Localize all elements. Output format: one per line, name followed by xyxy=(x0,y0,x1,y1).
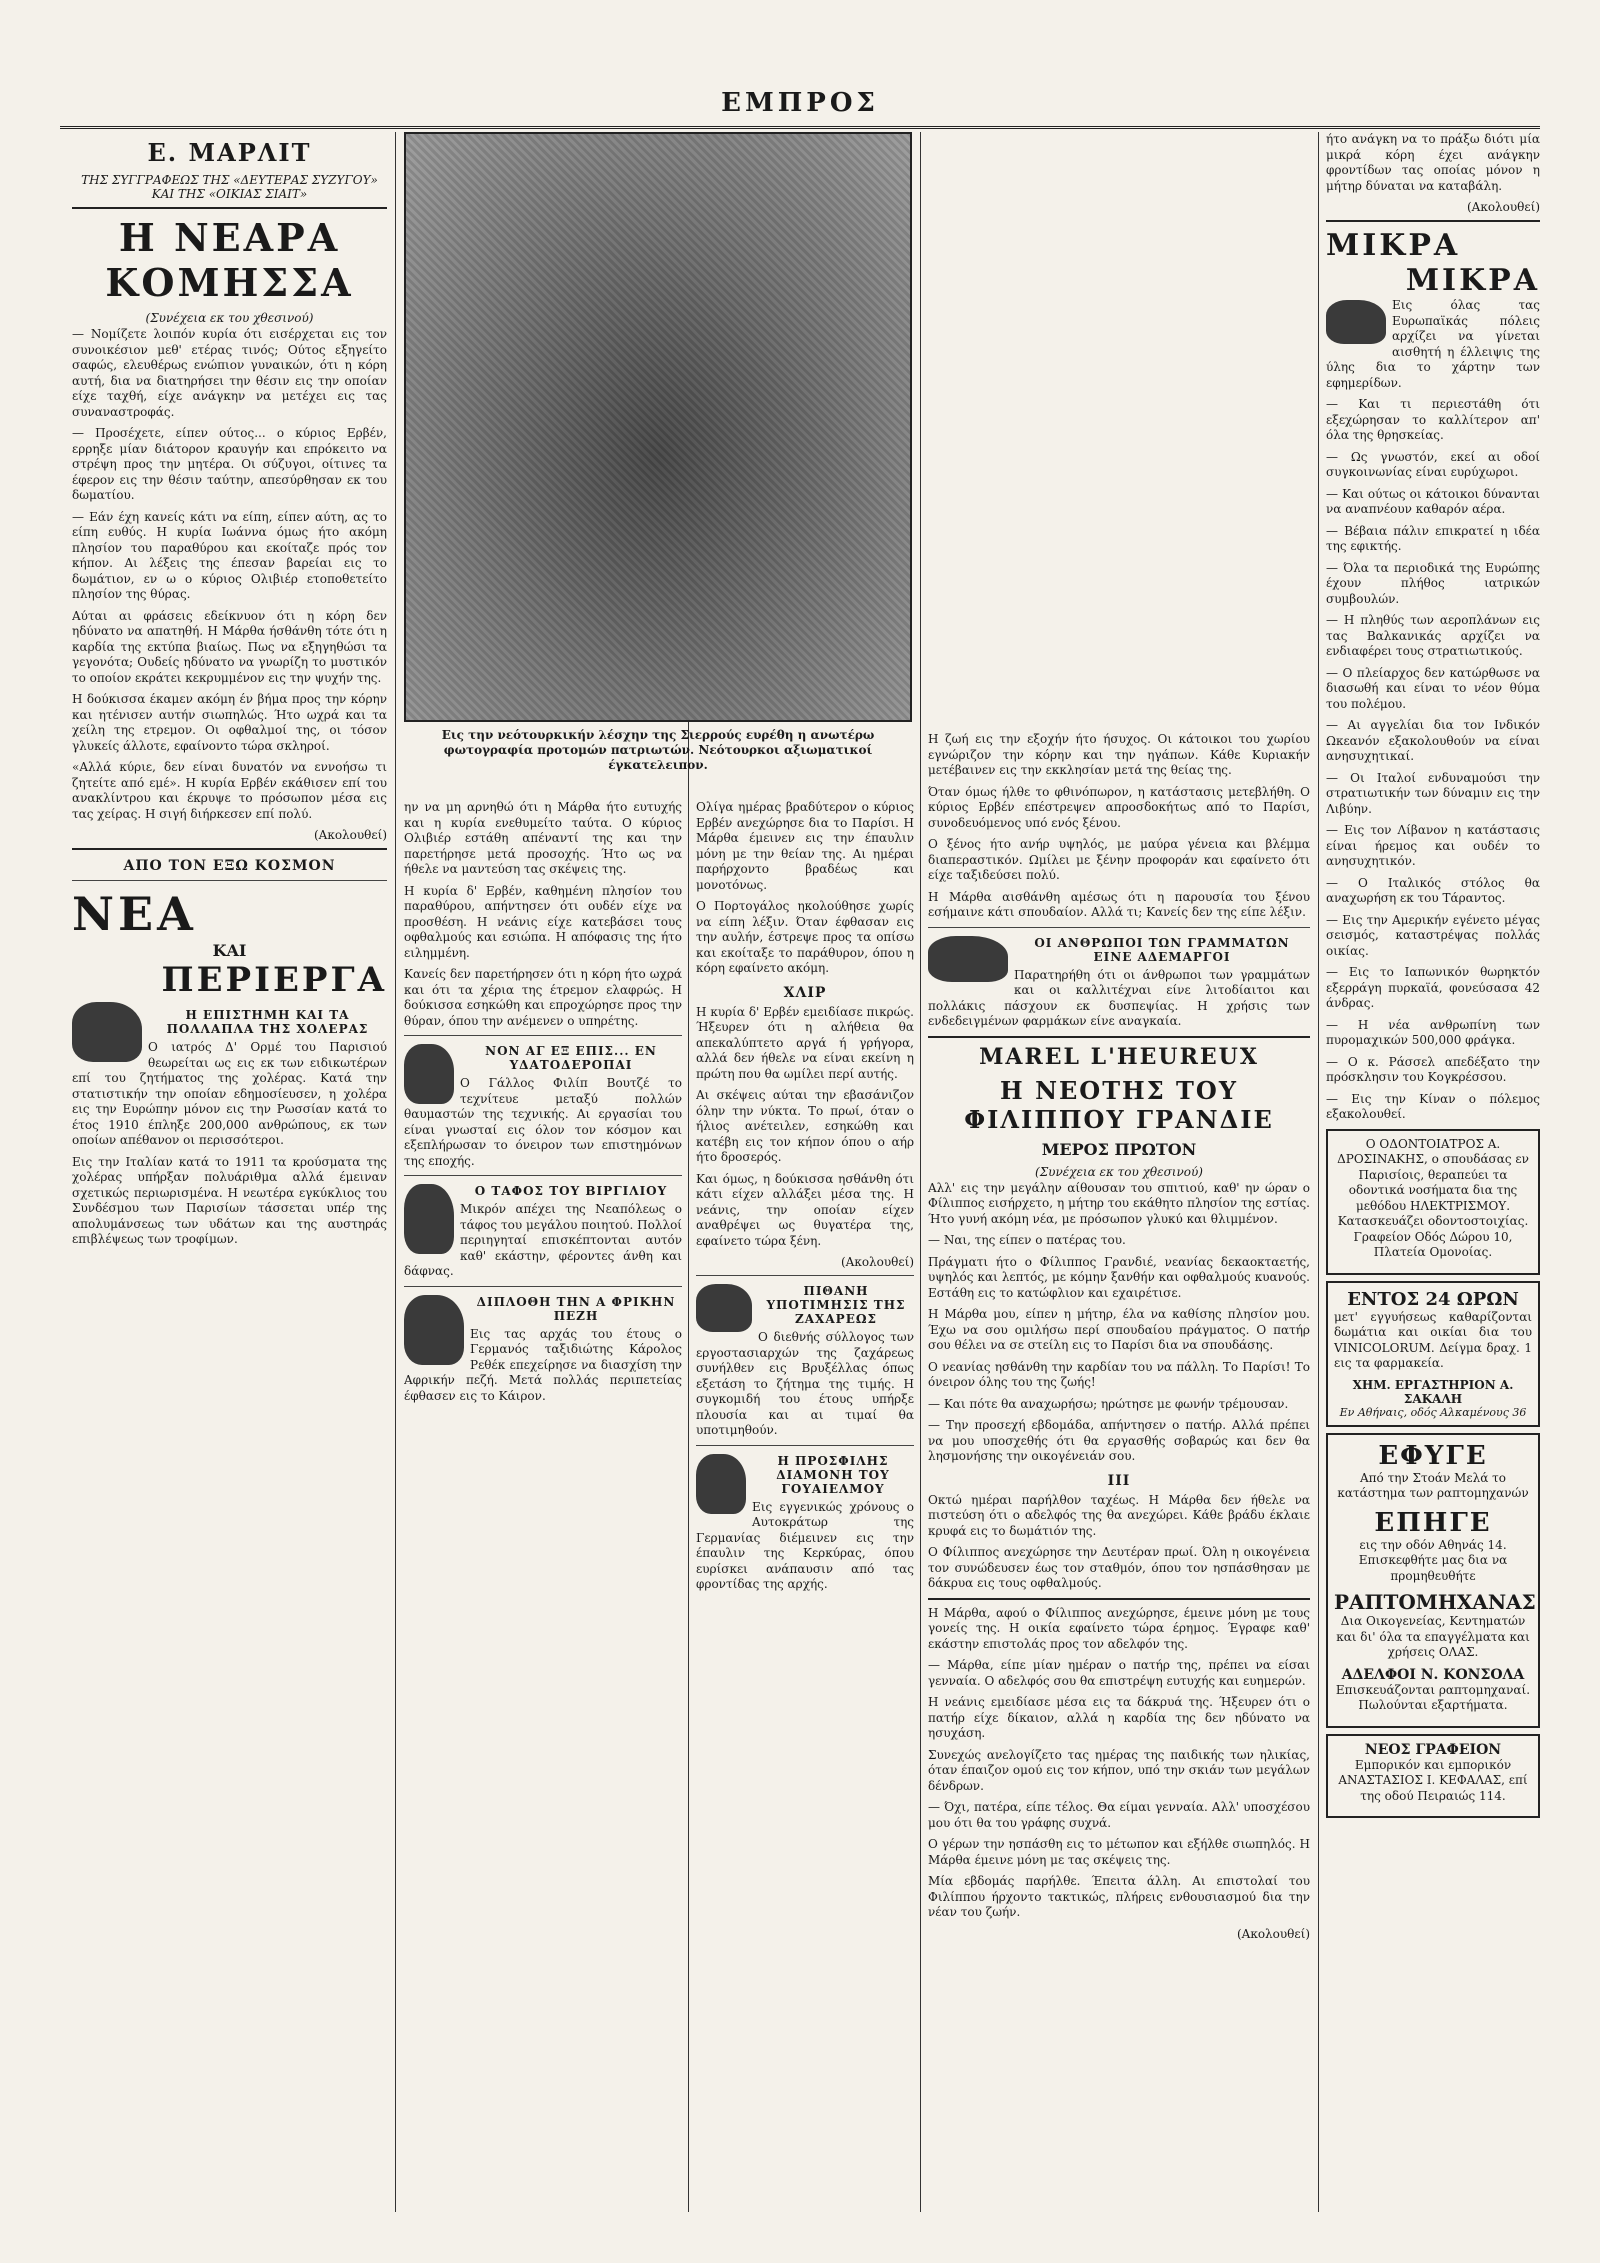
serial-continuation: (Συνέχεια εκ του χθεσινού) xyxy=(1035,1164,1203,1179)
article-paragraph: — Μάρθα, είπε μίαν ημέραν ο πατήρ της, πρέπει να είσαι γενναία. Ο αδελφός σου θα επιστρέψη ευτυχής και ευημερών. xyxy=(928,1658,1310,1688)
article-paragraph: — Προσέχετε, είπεν ούτος... ο κύριος Ερβέν, ερρηξε μίαν διάτορον κραυγήν και επρόκειτο να στρέψη προς την μητέρα. Οι σύζυγοι, οίτινες τα έφερον εις την θέσιν ταύτην, απεσύρθησαν εκ του δωματίου. xyxy=(72,426,387,502)
serial-continuation: (Συνέχεια εκ του χθεσινού) xyxy=(145,311,314,325)
article-paragraph: Εις τας αρχάς του έτους ο Γερμανός ταξιδιώτης Κάρολος Ρεθέκ επεχείρησε να διασχίση την Αφρικήν πεζή. Μετά πολλάς περιπετείας έφθασεν εις το Κάιρον. xyxy=(404,1326,682,1403)
article-paragraph: Και όμως, η δούκισσα ησθάνθη ότι κάτι είχεν αλλάξει μέσα της. Η νεάνις, την οποίαν είχεν αναθρέψει ως θυγατέρα της, εφαίνετο τώρα ξένη. xyxy=(696,1171,914,1248)
column-4 xyxy=(928,132,1310,2212)
horse-illustration-icon xyxy=(404,1295,464,1365)
article-paragraph: — Όχι, πατέρα, είπε τέλος. Θα είμαι γενναία. Αλλ' υποσχέσου μου ότι θα του γράφης συχνά. xyxy=(928,1800,1310,1830)
article-paragraph: Η Μάρθα, αφού ο Φίλιππος ανεχώρησε, έμεινε μόνη με τους γονείς της. Η οικία εφαίνετο τώρα έρημος. Έγραφε καθ' εκάστην επιστολάς προς τον αδελφόν της. xyxy=(928,1605,1310,1651)
brothers-text: Επισκευάζονται ραπτομηχαναί. Πωλούνται εξαρτήματα. xyxy=(1335,1682,1531,1712)
brief-item: — Εις την Αμερικήν εγένετο μέγας σεισμός, καταστρέψας πολλάς οικίας. xyxy=(1326,912,1540,958)
photo-block xyxy=(404,132,912,852)
article-paragraph: Ο νεανίας ησθάνθη την καρδίαν του να πάλλη. Το Παρίσι! Το όνειρον όλης του της ζωής! xyxy=(928,1359,1310,1389)
office-ad-title: ΝΕΟΣ ΓΡΑΦΕΙΟΝ xyxy=(1364,1741,1502,1758)
news-title: Η ΠΡΟΣΦΙΛΗΣ ΔΙΑΜΟΝΗ ΤΟΥ ΓΟΥΑΙΕΛΜΟΥ xyxy=(776,1453,890,1496)
dog-illustration-icon xyxy=(1326,300,1386,344)
article-paragraph: Ο ιατρός Δ' Ορμέ του Παρισιού θεωρείται ως εις εκ των ειδικωτέρων επί του ζητήματος της χολέρας. Κατά την στατιστικήν την οποίαν εδημοσίευσεν, η χολέρα εις την Ευρώπην μόνον εις την Ρωσσίαν κατά το έτος 1910 έπληξε 200,000 ανθρώπους, εκ των οποίων απέθανον οι περισσότεροι. xyxy=(72,1040,387,1147)
article-paragraph: Οκτώ ημέραι παρήλθον ταχέως. Η Μάρθα δεν ήθελε να πιστεύση ότι ο αδελφός της θα ανεχώρει. Κάθε βράδυ έκλαιε κρυφά εις το δωμάτιόν της. xyxy=(928,1492,1310,1538)
article-paragraph: Η Μάρθα αισθάνθη αμέσως ότι η παρουσία του ξένου εσήμαινε κάτι σπουδαίον. Αλλά τι; Κανείς δεν της είπε λέξιν. xyxy=(928,889,1310,919)
office-ad-text: Εμπορικόν και εμπορικόν ΑΝΑΣΤΑΣΙΟΣ Ι. ΚΕΦΑΛΑΣ, επί της οδού Πειραιώς 114. xyxy=(1338,1757,1528,1803)
article-paragraph: Ο ξένος ήτο ανήρ υψηλός, με μαύρα γένεια και βλέμμα διαπεραστικόν. Ωμίλει με ξένην προφοράν και εφαίνετο ότι είχε ταξιδεύσει πολύ. xyxy=(928,837,1310,882)
article-paragraph: Ολίγα ημέρας βραδύτερον ο κύριος Ερβέν ανεχώρησε δια το Παρίσι. Η Μάρθα έμεινεν εις την έπαυλιν μόνη με την θείαν της. Αι ημέραι παρήρχοντο βραδέως και μονοτόνως. xyxy=(696,800,914,892)
brief-item: Εις όλας τας Ευρωπαϊκάς πόλεις αρχίζει να γίνεται αισθητή η έλλειψις της ύλης δια το χάρτην των εφημερίδων. xyxy=(1326,298,1540,390)
article-paragraph: Η νεάνις εμειδίασε μέσα εις τα δάκρυά της. Ήξευρεν ότι ο πατήρ είχε δίκαιον, αλλά η καρδία της δεν ηδύνατο να ησυχάση. xyxy=(928,1695,1310,1740)
article-paragraph: Αύται αι φράσεις εδείκνυον ότι η κόρη δεν ηδύνατο να απατηθή. Η Μάρθα ήσθάνθη τότε ότι η καρδία της εκτύπα βιαίως. Πως να εξηγηθώσι τα γεγονότα; Ουδείς ηδύνατο να γνωρίζη το μυστικόν το οποίον εκράτει κεκρυμμένον εις την ψυχήν της. xyxy=(72,608,387,685)
epige-text: εις την οδόν Αθηνάς 14. Επισκεφθήτε μας δια να προμηθευθήτε xyxy=(1358,1537,1508,1583)
brief-item: — Ως γνωστόν, εκεί αι οδοί συγκοινωνίας είναι ευρύχωροι. xyxy=(1326,449,1540,479)
divider xyxy=(928,927,1310,928)
brief-item: — Η νέα ανθρωπίνη των πυρομαχικών 500,000 φράγκα. xyxy=(1326,1017,1540,1047)
kai-heading: ΚΑΙ xyxy=(212,941,247,960)
to-be-continued: (Ακολουθεί) xyxy=(1236,1926,1310,1941)
rooster-illustration-icon xyxy=(404,1044,454,1104)
to-be-continued: (Ακολουθεί) xyxy=(840,1255,914,1269)
news-title: Ο ΤΑΦΟΣ ΤΟΥ ΒΙΡΓΙΛΙΟΥ xyxy=(474,1184,668,1198)
serial-part: ΜΕΡΟΣ ΠΡΩΤΟΝ xyxy=(1041,1139,1197,1159)
divider xyxy=(72,848,387,850)
serial-title: Η ΝΕΑΡΑ ΚΟΜΗΣΣΑ xyxy=(105,215,354,305)
article-paragraph: Εις εγγενικώς χρόνους ο Αυτοκράτωρ της Γερμανίας διέμεινεν εις την έπαυλιν της Κερκύρας, όπου ευρίσκει ανάπαυσιν από τας φροντίδας της αρχής. xyxy=(696,1499,914,1591)
efyge-heading: ΕΦΥΓΕ xyxy=(1378,1440,1488,1471)
serial-author: MAREL L'HEUREUX xyxy=(979,1043,1259,1070)
article-paragraph: Όταν όμως ήλθε το φθινόπωρον, η κατάστασις μετεβλήθη. Ο κύριος Ερβέν επέστρεψεν απροσδοκήτως από το Παρίσι, συνοδευόμενος υπό ενός ξένου. xyxy=(928,784,1310,830)
article-paragraph: — Εάν έχη κανείς κάτι να είπη, είπεν αύτη, ας το είπη ευθύς. Η κυρία Ιωάννα όμως ήτο ακόμη πλησίον του παραθύρου και εκοίταζε πρός τον κήπον. Αι λέξεις της έπεσαν βαρείαι εις το δωμάτιον, εν ω ο κύριος Ολιβιέρ ετοποθετείτο πλησίον της θύρας. xyxy=(72,509,387,601)
article-paragraph: Η κυρία δ' Ερβέν, καθημένη πλησίον του παραθύρου, απήντησεν ότι ουδέν είχε να προσθέση. Η νεάνις είχε κατεβάσει τους οφθαλμούς και εσιώπα. Η απόφασις της ήτο ειλημμένη. xyxy=(404,883,682,960)
author-credit: ΤΗΣ ΣΥΓΓΡΑΦΕΩΣ ΤΗΣ «ΔΕΥΤΕΡΑΣ ΣΥΖΥΓΟΥ» ΚΑΙ ΤΗΣ «ΟΙΚΙΑΣ ΣΙΑΙΤ» xyxy=(81,173,378,201)
rat-illustration-icon xyxy=(72,1002,142,1062)
nea-heading: ΝΕΑ xyxy=(72,887,197,941)
author-name: Ε. ΜΑΡΛΙΤ xyxy=(147,138,312,167)
mikra-heading: ΜΙΚΡΑ xyxy=(1405,263,1540,298)
article-paragraph: — Την προσεχή εβδομάδα, απήντησεν ο πατήρ. Αλλά πρέπει να μου υποσχεθής ότι θα εργασθής σοβαρώς και δεν θα λησμονήσης την οικογένειάν σου. xyxy=(928,1418,1310,1463)
masthead-rule xyxy=(60,126,1540,129)
brief-item: — Βέβαια πάλιν επικρατεί η ιδέα της εφικτής. xyxy=(1326,523,1540,553)
to-be-continued: (Ακολουθεί) xyxy=(313,828,387,842)
article-paragraph: — Και πότε θα αναχωρήσω; ηρώτησε με φωνήν τρέμουσαν. xyxy=(928,1396,1289,1411)
to-be-continued: (Ακολουθεί) xyxy=(1466,200,1540,214)
article-paragraph: Εις την Ιταλίαν κατά το 1911 τα κρούσματα της χολέρας υπήρξαν πολυάριθμα αλλά έμειναν σχετικώς περιωρισμένα. Η νεωτέρα εγκύκλιος του Συνδέσμου των Παρισίων τάσσεται υπέρ της απολυμάνσεως των υδάτων και της αυστηράς επιβλέψεως των τροφίμων. xyxy=(72,1154,387,1246)
divider xyxy=(696,1275,914,1276)
divider xyxy=(404,1035,682,1036)
sewing-machines-heading: ΡΑΠΤΟΜΗΧΑΝΑΣ xyxy=(1334,1590,1536,1614)
divider xyxy=(404,1286,682,1287)
divider xyxy=(404,1175,682,1176)
column-3 xyxy=(696,800,914,2212)
epige-heading: ΕΠΗΓΕ xyxy=(1374,1507,1492,1538)
article-paragraph: Κανείς δεν παρετήρησεν ότι η κόρη ήτο ωχρά και ότι τα χέρια της έτρεμον ελαφρώς. Η δούκισσα εσηκώθη και επροχώρησε προς την θύραν, όπου την ανέμενεν ο υπηρέτης. xyxy=(404,967,682,1028)
photo-caption: Εις την νεότουρκικήν λέσχην της Σιερρούς ευρέθη η ανωτέρω φωτογραφία προτομών πατριωτών. Νεότουρκοι αξιωματικοί έγκατελειπον. xyxy=(441,728,875,772)
brief-item: — Η πληθύς των αεροπλάνων εις τας Βαλκανικάς αρχίζει να ενδιαφέρει τους στρατιωτικούς. xyxy=(1326,613,1540,658)
column-divider xyxy=(920,132,921,2212)
article-paragraph: Πράγματι ήτο ο Φίλιππος Γρανδιέ, νεανίας δεκαοκταετής, υψηλός και λεπτός, με κόμην ξανθήν και οφθαλμούς κυανούς. Εστάθη εις το κατώφλιον και εχαιρέτισε. xyxy=(928,1254,1310,1300)
article-paragraph: Η δούκισσα έκαμεν ακόμη έν βήμα προς την κόρην και ητένισεν αυτήν σιωπηλώς. Ήτο ωχρά και τα χείλη της ετρεμον. Οι οφθαλμοί της, οι τόσον γλυκείς άλλοτε, εφαίνοντο τώρα σκληροί. xyxy=(72,692,387,753)
vulture-illustration-icon xyxy=(404,1184,454,1254)
cleaning-ad-text: μετ' εγγυήσεως καθαρίζονται δωμάτια και οικίαι δια του VINICOLORUM. Δείγμα δραχ. 1 εις τα φαρμακεία. xyxy=(1334,1309,1532,1370)
ad-text: Παρατηρήθη ότι οι άνθρωποι των γραμμάτων και οι καλλιτέχναι είνε λιτοδίαιτοι και πολλάκις πάσχουν εκ δυσπεψίας. Η χρήσις των ενδεδειγμένων φαρμάκων είνε αναγκαία. xyxy=(928,967,1310,1028)
serial-title: Η ΝΕΟΤΗΣ ΤΟΥ ΦΙΛΙΠΠΟΥ ΓΡΑΝΔΙΕ xyxy=(964,1075,1274,1134)
divider xyxy=(696,1445,914,1446)
column-5 xyxy=(1326,132,1540,2212)
photograph-image xyxy=(404,132,912,722)
brief-item: — Ο Ιταλικός στόλος θα αναχωρήση εκ του Τάραντος. xyxy=(1326,875,1540,905)
article-paragraph: — Ναι, της είπεν ο πατέρας του. xyxy=(928,1233,1126,1247)
article-paragraph: Αλλ' εις την μεγάλην αίθουσαν του σπιτιού, καθ' ην ώραν ο Φίλιππος εισήρχετο, η μήτηρ του εκάθητο πλησίον της εστίας. Ήτο γυνή ακόμη νέα, με πρόσωπον γλυκύ και θλιμμένον. xyxy=(928,1180,1310,1226)
column-2 xyxy=(404,800,682,2212)
periierga-heading: ΠΕΡΙΕΡΓΑ xyxy=(161,960,387,1000)
brief-item: — Αι αγγελίαι δια τον Ινδικόν Ωκεανόν εξακολουθούν να είναι ανησυχητικαί. xyxy=(1326,718,1540,763)
brief-item: — Και ούτως οι κάτοικοι δύνανται να αναπνέουν καθαρόν αέρα. xyxy=(1326,486,1540,516)
article-paragraph: — Νομίζετε λοιπόν κυρία ότι εισέρχεται εις τον συνοικέσιον μεθ' ετέρας τινός; Ούτος εξηγείτο σαφώς, ελευθέρως ενώπιον γυναικών, ότι η κόρη αυτή, δια να διατηρήσει την θέσιν εις την οποίαν είχε ταχθή, είχε ανάγκην να μετέχει εις τας συναναστροφάς. xyxy=(72,327,387,419)
brief-item: — Ο πλείαρχος δεν κατώρθωσε να διασωθή και είναι το νέον θύμα του πολέμου. xyxy=(1326,665,1540,711)
masthead xyxy=(60,88,1540,128)
lab-address: Εν Αθήναις, οδός Αλκαμένους 36 xyxy=(1339,1405,1527,1419)
divider xyxy=(928,1036,1310,1038)
news-title: ΝΟΝ ΑΓ ΕΞ ΕΠΙΣ... ΕΝ ΥΔΑΤΟΔΕΡΟΠΑΙ xyxy=(485,1044,657,1072)
ad-title: ΟΙ ΑΝΘΡΩΠΟΙ ΤΩΝ ΓΡΑΜΜΑΤΩΝ ΕΙΝΕ ΑΔΕΜΑΡΓΟΙ xyxy=(1034,935,1290,964)
article-paragraph: ην να μη αρνηθώ ότι η Μάρθα ήτο ευτυχής και η κυρία ενεθυμείτο ταύτα. Ο κύριος Ολιβιέρ εστάθη απέναντί της και την παρετήρησε μετά προσοχής. Ήτο ως να ήθελε να μαντεύση τας σκέψεις της. xyxy=(404,800,682,876)
brief-item: — Εις το Ιαπωνικόν θωρηκτόν εξερράγη πυρκαϊά, φονεύσασα 42 άνδρας. xyxy=(1326,965,1540,1010)
article-paragraph: Συνεχώς ανελογίζετο τας ημέρας της παιδικής των ηλικίας, όταν έπαιζον ομού εις τον κήπον, υπό την σκιάν των μεγάλων δένδρων. xyxy=(928,1747,1310,1793)
dentist-ad-text: Ο ΟΔΟΝΤΟΙΑΤΡΟΣ Α. ΔΡΟΣΙΝΑΚΗΣ, ο σπουδάσας εν Παρισίοις, θεραπεύει τα οδοντικά νοσήματα δια της μεθόδου ΗΛΕΚΤΡΙΣΜΟΥ. Κατασκευάζει οδοντοστοιχίας. Γραφείον Οδός Δώρου 10, Πλατεία Ομονοίας. xyxy=(1337,1136,1529,1259)
brief-item: — Οι Ιταλοί ενδυναμούσι την στρατιωτικήν των δύναμιν εις την Λιβύην. xyxy=(1326,770,1540,816)
article-paragraph: Ο Γάλλος Φιλίπ Βουτζέ το τεχνίτευε μεταξύ πολλών θαυμαστών της τεχνικής. Αι εργασίαι του είναι γνωσταί εις όλον τον κόσμον και εξεπλήρωσαν το όνειρον των επιστημόνων της εποχής. xyxy=(404,1076,682,1168)
article-paragraph: Ο Φίλιππος ανεχώρησε την Δευτέραν πρωί. Όλη η οικογένεια τον συνώδευσεν έως τον σταθμόν, όπου τον ησπάσθησαν με δάκρυα εις τους οφθαλμούς. xyxy=(928,1545,1310,1590)
brief-item: — Εις τον Λίβανον η κατάστασις είναι ήρεμος και ουδέν το ανησυχητικόν. xyxy=(1326,823,1540,868)
brief-item: — Και τι περιεστάθη ότι εξεχώρησαν το καλλίτερον απ' όλα της θρησκείας. xyxy=(1326,397,1540,442)
sewing-machine-ad xyxy=(1326,1433,1540,1728)
chapter-numeral: ΙΙΙ xyxy=(1107,1472,1131,1489)
office-ad xyxy=(1326,1734,1540,1819)
section-marker: ΧΛΙΡ xyxy=(783,984,827,1001)
article-paragraph: Ο Πορτογάλος ηκολούθησε χωρίς να είπη λέξιν. Όταν έφθασαν εις την αυλήν, έστρεψε προς τα οπίσω και εκοίταξε το παράθυρον, όπου η κόρη εφαίνετο ακόμη. xyxy=(696,899,914,975)
section-banner: ΑΠΟ ΤΟΝ ΕΞΩ ΚΟΣΜΟΝ xyxy=(123,858,336,874)
swan-illustration-icon xyxy=(928,936,1008,982)
divider xyxy=(928,1598,1310,1600)
divider xyxy=(72,880,387,881)
news-title: ΔΙΠΛΟΘΗ ΤΗΝ Α ΦΡΙΚΗΝ ΠΕΖΗ xyxy=(476,1294,676,1323)
article-paragraph: Μία εβδομάς παρήλθε. Έπειτα άλλη. Αι επιστολαί του Φιλίππου ήρχοντο τακτικώς, πλήρεις ενθουσιασμού δια την νέαν του ζωήν. xyxy=(928,1874,1310,1919)
brief-item: — Όλα τα περιοδικά της Ευρώπης έχουν πλήθος ιατρικών συμβουλών. xyxy=(1326,560,1540,606)
lab-name: ΧΗΜ. ΕΡΓΑΣΤΗΡΙΟΝ Α. ΣΑΚΑΛΗ xyxy=(1352,1377,1514,1406)
dentist-ad xyxy=(1326,1129,1540,1275)
article-paragraph: Η Μάρθα μου, είπεν η μήτηρ, έλα να καθίσης πλησίον μου. Έχω να σου ομιλήσω περί σπουδαίου πράγματος. Ο πατήρ σου θέλει να σε στείλη εις το Παρίσι δια να σπουδάσης. xyxy=(928,1307,1310,1352)
mikra-heading: ΜΙΚΡΑ xyxy=(1326,228,1461,263)
column-1 xyxy=(72,132,387,2212)
divider xyxy=(72,207,387,209)
article-paragraph: Η ζωή εις την εξοχήν ήτο ήσυχος. Οι κάτοικοι του χωρίου εγνώριζον την κόρην και την ηγάπων. Κάθε Κυριακήν μετέβαινεν εις την εκκλησίαν μετά της θείας της. xyxy=(928,732,1310,777)
article-paragraph: «Αλλά κύριε, δεν είναι δυνατόν να εννοήσω τι ζητείτε από εμέ». Η κυρία Ερβέν εκάθισεν επί του ανακλίντρου και έκρυψε το πρόσωπον μέσα εις τας χείρας. Η σιγή διήρκεσεν επί πολύ. xyxy=(72,760,387,821)
efyge-text: Από την Στοάν Μελά το κατάστημα των ραπτομηχανών xyxy=(1337,1470,1529,1500)
article-paragraph: Ο γέρων την ησπάσθη εις το μέτωπον και εξήλθε σιωπηλός. Η Μάρθα έμεινε μόνη με τας σκέψεις της. xyxy=(928,1837,1310,1867)
divider xyxy=(1326,220,1540,222)
tiger-illustration-icon xyxy=(696,1284,752,1332)
column-divider xyxy=(395,132,396,2212)
cholera-title: Η ΕΠΙΣΤΗΜΗ ΚΑΙ ΤΑ ΠΟΛΛΑΠΛΑ ΤΗΣ ΧΟΛΕΡΑΣ xyxy=(166,1008,369,1036)
article-paragraph: Αι σκέψεις αύται την εβασάνιζον όλην την νύκτα. Το πρωί, όταν ο ήλιος ανέτειλεν, εσηκώθη και κατέβη εις τον κήπον όπου ο αήρ ήτο δροσερός. xyxy=(696,1088,914,1164)
dog-illustration-icon xyxy=(696,1454,746,1514)
brothers-name: ΑΔΕΛΦΟΙ Ν. ΚΟΝΣΟΛΑ xyxy=(1341,1666,1525,1683)
article-paragraph: Ο διεθνής σύλλογος των εργοστασιαρχών της ζαχάρεως συνήλθεν εις Βρυξέλλας όπως εξετάση το ζήτημα της τιμής. Η συγκομιδή του έτους υπήρξε πλουσία και αι τιμαί θα υποτιμηθούν. xyxy=(696,1330,914,1437)
article-paragraph: Μικρόν απέχει της Νεαπόλεως ο τάφος του μεγάλου ποιητού. Πολλοί περιηγηταί επισκέπτονται αυτόν καθ' εκάστην, φέροντες άνθη και δάφνας. xyxy=(404,1202,682,1278)
article-paragraph: Η κυρία δ' Ερβέν εμειδίασε πικρώς. Ήξευρεν ότι η αλήθεια θα απεκαλύπτετο αργά ή γρήγορα, αλλά δεν ήθελε να είναι εκείνη η πρώτη που θα ωμίλει περί αυτής. xyxy=(696,1004,914,1081)
brief-item: — Ο κ. Ράσσελ απεδέξατο την πρόσκλησιν του Κογκρέσσου. xyxy=(1326,1054,1540,1084)
sewing-machines-text: Δια Οικογενείας, Κεντηματών και δι' όλα τα επαγγέλματα και χρήσεις ΟΛΑΣ. xyxy=(1336,1614,1530,1659)
brief-item: — Εις την Κίναν ο πόλεμος εξακολουθεί. xyxy=(1326,1091,1540,1121)
cleaning-ad-title: ΕΝΤΟΣ 24 ΩΡΩΝ xyxy=(1347,1288,1519,1310)
masthead-title: ΕΜΠΡΟΣ xyxy=(721,88,879,118)
column-divider xyxy=(1318,132,1319,2212)
cleaning-ad xyxy=(1326,1281,1540,1427)
article-paragraph: ήτο ανάγκη να το πράξω διότι μία μικρά κόρη έχει ανάγκην φροντίδων τας οποίας μόνον η μήτηρ δύναται να καταβάλη. xyxy=(1326,132,1540,193)
news-title: ΠΙΘΑΝΗ ΥΠΟΤΙΜΗΣΙΣ ΤΗΣ ΖΑΧΑΡΕΩΣ xyxy=(766,1284,906,1326)
